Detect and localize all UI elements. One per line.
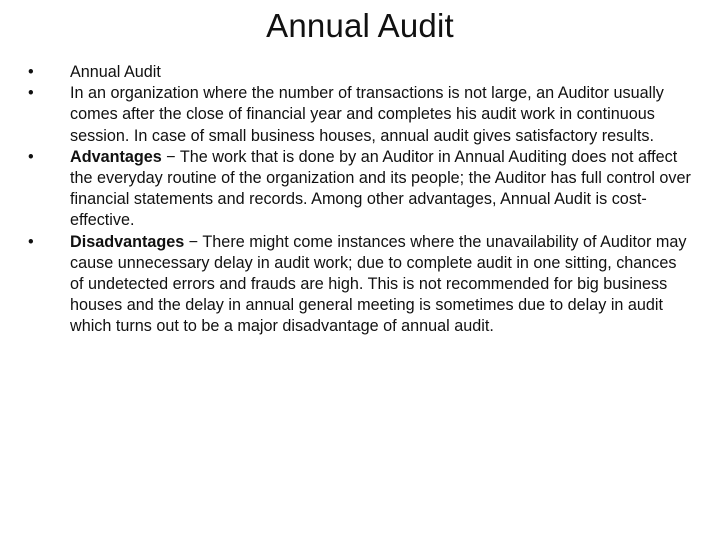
- bullet-text: − There might come instances where the unavailability of Auditor may cause unnecessary delay in audit work; due to complete audit in one sitting, chances of undetected errors and frauds are high. This is not recommended for big business houses and the delay in annual general meeting is sometimes due to delay in audit which turns out to be a major disadvantage of annual audit.: [70, 232, 687, 336]
- bullet-list: [28, 62, 693, 338]
- bullet-text: Annual Audit: [70, 63, 161, 81]
- bullet-icon: •: [28, 63, 34, 81]
- bullet-text: In an organization where the number of transactions is not large, an Auditor usually comes after the close of financial year and completes his audit work in continuous session. In case of small business houses, annual audit gives satisfactory results.: [70, 84, 664, 145]
- bullet-item-overview: [28, 83, 693, 147]
- bullet-item-advantages: [28, 147, 693, 232]
- bullet-lead-advantages: Advantages: [70, 147, 162, 166]
- bullet-icon: •: [28, 84, 34, 103]
- bullet-lead-disadvantages: Disadvantages: [70, 232, 185, 251]
- bullet-item-disadvantages: [28, 232, 693, 338]
- slide-title: Annual Audit: [266, 7, 454, 44]
- bullet-icon: •: [28, 232, 34, 251]
- bullet-icon: •: [28, 147, 34, 166]
- bullet-text: − The work that is done by an Auditor in Annual Auditing does not affect the everyday routine of the organization and its people; the Auditor has full control over financial statements and records. Among other advantages, Annual Audit is cost-effective.: [70, 147, 691, 230]
- bullet-item-annual-audit: [28, 62, 693, 83]
